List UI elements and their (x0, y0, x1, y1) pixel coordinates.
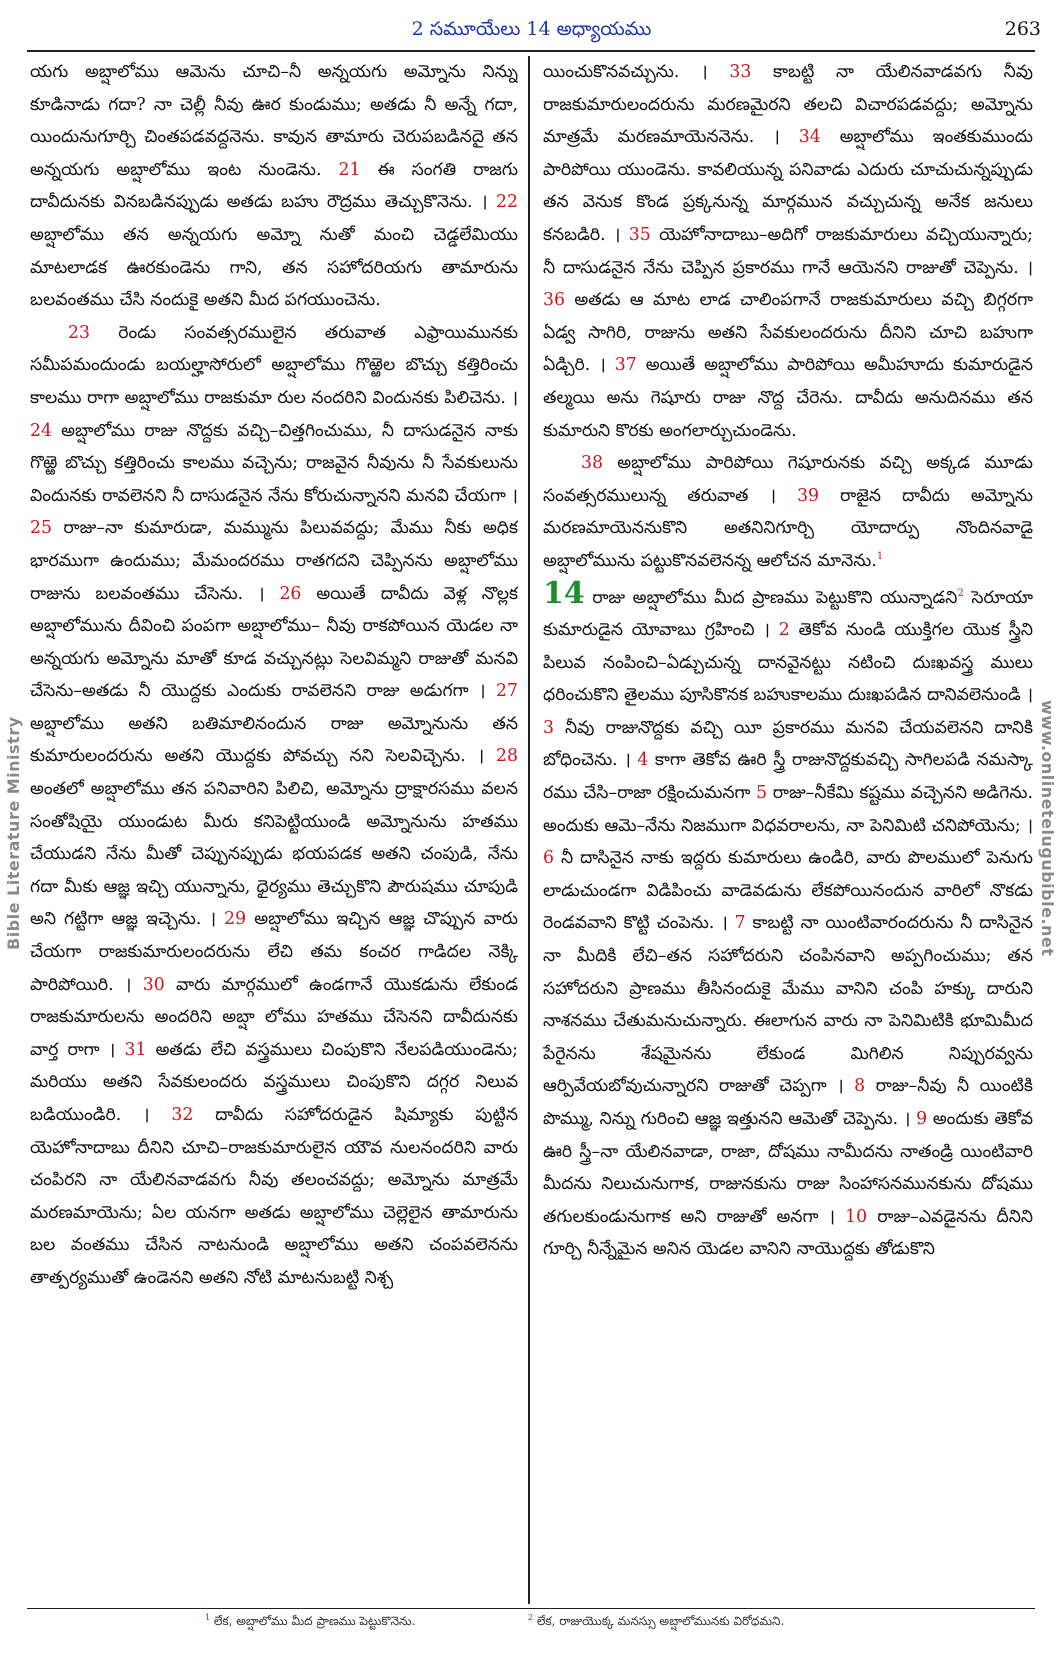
verse-number: 21 (338, 159, 361, 180)
verse-number: 33 (729, 62, 752, 82)
verse-number: 25 (30, 518, 52, 539)
verse-number: 28 (496, 746, 518, 767)
verse-number: 5 (756, 783, 768, 804)
verse-number: 7 (734, 913, 746, 934)
paragraph: 14 రాజు అబ్షాలోము మీద ప్రాణము పెట్టుకొని యున్నాడని$^2$ సెరూయా కుమారుడైన యోవాబు గ్రహించి । 2 తెకోవ నుండి యుక్తిగల యొక స్త్రీని పిలువ నంపించి–ఏడ్చుచున్న దానవైనట్టు నటించి దుఃఖవస్త్ర ములు ధరించుకొని తైలము పూసికొనక బహుకాలము దుఃఖపడిన దానివలెనుండి । 3 నీవు రాజునొద్దకు వచ్చి యీ ప్రకారము మనవి చేయవలెనని దానికి బోధించెను. । 4 కాగా తెకోవ ఊరి స్త్రీ రాజునొద్దకువచ్చి సాగిలపడి నమస్కా రము చేసి–రాజా రక్షించుమనగా 5 రాజు–నీకేమి కష్టము వచ్చెనని అడిగెను. అందుకు ఆమె–నేను నిజముగా విధవరాలను, నా పెనిమిటి చనిపోయెను; । 6 నీ దాసినైన నాకు ఇద్దరు కుమారులు ఉండిరి, వారు పొలములో పెనుగు లాడుచుండగా విడిపించు వాడెవడును లేకపోయినందున వారిలో నొకడు రెండవవాని కొట్టి చంపెను. । 7 కాబట్టి నా యింటివారందరును నీ దాసినైన నా మీదికి లేచి–తన సహోదరుని చంపినవాని అప్పగించుము; తన సహోదరుని ప్రాణము తీసినందుకై మేము వానిని చంపి హక్కు దారుని నాశనము చేతుమనుచున్నారు. ఈలాగున వారు నా పెనిమిటికి భూమిమీద పేరైనను శేషమైనను లేకుండ మిగిలిన నిప్పురవ్వను ఆర్పివేయబోవుచున్నారని రాజుతో చెప్పగా । 8 రాజు–నీవు నీ యింటికి పొమ్ము, నిన్ను గురించి ఆజ్ఞ ఇత్తునని ఆమెతో చెప్పెను. । 9 అందుకు తెకోవ ఊరి స్త్రీ–నా యేలినవాడా, రాజా, దోషము నామీదను నాతండ్రి యింటివారి మీదను నిలుచునుగాక, రాజునకును రాజు సింహాసనమునకును దోషము తగులకుండునుగాక అని రాజుతో అనగా । 10 రాజు–ఎవడైనను దీనిని గూర్చి నీన్నేమైన అనిన యెడల వానిని నాయొద్దకు తోడుకొని (543, 575, 1033, 1260)
verse-number: 2 (778, 620, 790, 641)
verse-number: 39 (797, 485, 820, 506)
paragraph: 38 అబ్షాలోము పారిపోయి గెషూరునకు వచ్చి అక్కడ మూడు సంవత్సరములున్న తరువాత । 39 రాజైన దావీదు అమ్నోను మరణమాయెననుకొని అతనినిగూర్చి యోదార్పు నొందినవాడై అబ్షాలోమును పట్టుకొనవలెనన్న ఆలోచన మానెను.$^1$ (543, 453, 1033, 571)
verse-number: 23 (68, 322, 90, 343)
running-title: 2 సమూయేలు 14 అధ్యాయము (411, 18, 652, 40)
page-number: 263 (1004, 18, 1041, 40)
verse-number: 9 (916, 1109, 928, 1129)
verse-number: 29 (224, 909, 247, 930)
header-rule (27, 50, 1035, 52)
right-margin-watermark (1037, 700, 1059, 960)
footnote-1: $^1$ లేక, అబ్షాలోము మీద ప్రాణము పెట్టుకొనెను. (205, 1613, 416, 1628)
verse-number: 3 (543, 717, 554, 738)
verse-number: 27 (496, 681, 518, 702)
footnote-rule (27, 1608, 1035, 1609)
left-margin-watermark (4, 690, 26, 950)
page-header (0, 0, 1063, 38)
paragraph: 23 రెండు సంవత్సరములైన తరువాత ఎఫ్రాయిమునకు సమీపమందుండు బయల్హాసోరులో అబ్షాలోము గొఱ్ఱెల బొచ్చు కత్తిరించు కాలము రాగా అబ్షాలోము రాజకుమా రుల నందరిని విందునకు పిలిచెను. । 24 అబ్షాలోము రాజు నొద్దకు వచ్చి–చిత్తగించుము, నీ దాసుడనైన నాకు గొఱ్ఱె బొచ్చు కత్తిరించు కాలము వచ్చెను; రాజవైన నీవును నీ సేవకులును విందునకు రావలెనని నీ దాసుడనైన నేను కోరుచున్నానని మనవి చేయగా । 25 రాజు–నా కుమారుడా, మమ్మును పిలువవద్దు; మేము నీకు అధిక భారముగా ఉందుము; మేమందరము రాతగదని చెప్పినను అబ్షాలోము రాజును బలవంతము చేసెను. । 26 అయితే దావీదు వెళ్ల నొల్లక అబ్షాలోమును దీవించి పంపగా అబ్షాలోము– నీవు రాకపోయిన యెడల నా అన్నయగు అమ్నోను మాతో కూడ వచ్చునట్లు సెలవిమ్మని రాజుతో మనవి చేసెను–అతడు నీ యొద్దకు ఎందుకు రావలెనని రాజు అడుగగా । 27 అబ్షాలోము అతని బతిమాలినందున రాజు అమ్నోనును తన కుమారులందరును అతని యొద్దకు పోవచ్చు నని సెలవిచ్చెను. । 28 అంతలో అబ్షాలోము తన పనివారిని పిలిచి, అమ్నోను ద్రాక్షారసము వలన సంతోషియై యుండుట మీరు కనిపెట్టియుండి అమ్నోనును హతము చేయుడని నేను మీతో చెప్పునప్పుడు భయపడక అతని చంపుడి, నేను గదా మీకు ఆజ్ఞ ఇచ్చి యున్నాను, ధైర్యము తెచ్చుకొని పౌరుషము చూపుడి అని గట్టిగా ఆజ్ఞ ఇచ్చెను. । 29 అబ్షాలోము ఇచ్చిన ఆజ్ఞ చొప్పున వారు చేయగా రాజకుమారులందరును లేచి తమ కంచర గాడిదల నెక్కి పారిపోయిరి. । 30 వారు మార్గములో ఉండగానే యొకడును లేకుండ రాజకుమారులను అందరిని అబ్షా లోము హతము చేసెనని దావీదునకు వార్త రాగా । 31 అతడు లేచి వస్త్రములు చింపుకొని నేలపడియుండెను; మరియు అతని సేవకులందరు వస్త్రములు చింపుకొని దగ్గర నిలువ బడియుండిరి. । 32 దావీదు సహోదరుడైన షిమ్యాకు పుట్టిన యెహోనాదాబు దీనిని చూచి–రాజకుమారులైన యౌవ నులనందరిని వారు చంపిరని నా యేలినవాడవగు నీవు తలంచవద్దు; అమ్నోను మాత్రమే మరణమాయెను; ఏల యనగా అతడు అబ్షాలోము చెల్లెలైన తామారును బల వంతము చేసిన నాటనుండి అబ్షాలోము అతని చంపవలెనను తాత్పర్యముతో ఉండెనని అతని నోటి మాటనుబట్టి నిశ్చ (30, 322, 518, 1288)
verse-number: 32 (171, 1105, 194, 1125)
verse-number: 35 (628, 224, 651, 245)
verse-number: 24 (30, 420, 52, 441)
left-text-column (30, 56, 518, 1606)
verse-number: 31 (124, 1039, 147, 1060)
verse-number: 36 (543, 290, 565, 311)
verse-number: 10 (845, 1206, 868, 1227)
verse-number: 22 (496, 192, 518, 213)
verse-number: 30 (142, 974, 165, 995)
verse-number: 26 (279, 583, 302, 604)
paragraph: యగు అబ్షాలోము ఆమెను చూచి–నీ అన్నయగు అమ్నోను నిన్ను కూడినాడు గదా? నా చెల్లీ నీవు ఊర కుండుము; అతడు నీ అన్నే గదా, యిందునుగూర్చి చింతపడవద్దనెను. కావున తామారు చెరుపబడినదై తన అన్నయగు అబ్షాలోము ఇంట నుండెను. 21 ఈ సంగతి రాజగు దావీదునకు వినబడినప్పుడు అతడు బహు రౌద్రము తెచ్చుకొనెను. । 22 అబ్షాలోము తన అన్నయగు అమ్నో నుతో మంచి చెడ్డలేమియు మాటలాడక ఊరకుండెను గాని, తన సహోదరియగు తామారును బలవంతము చేసి నందుకై అతని మీద పగయుంచెను. (30, 62, 518, 311)
verse-number: 8 (854, 1076, 866, 1097)
footnote-ref[interactable]: 2 (957, 587, 964, 599)
verse-number: 34 (798, 127, 821, 148)
footnote-marker: 2 (528, 1613, 534, 1622)
verse-number: 38 (581, 453, 603, 474)
paragraph: యించుకొనవచ్చును. । 33 కాబట్టి నా యేలినవాడవగు నీవు రాజకుమారులందరును మరణమైరని తలచి విచారపడవద్దు; అమ్నోను మాత్రమే మరణమాయెననెను. । 34 అబ్షాలోము ఇంతకుముందు పారిపోయి యుండెను. కావలియున్న పనివాడు ఎదురు చూచుచున్నప్పుడు తన వెనుక కొండ ప్రక్కనున్న మార్గమున వచ్చుచున్న అనేక జనులు కనబడిరి. । 35 యెహోనాదాబు–అదిగో రాజకుమారులు వచ్చియున్నారు; నీ దాసుడనైన నేను చెప్పిన ప్రకారము గానే ఆయెనని రాజుతో చెప్పెను. । 36 అతడు ఆ మాట లాడ చాలింపగానే రాజకుమారులు వచ్చి బిగ్గరగా ఏడ్వ సాగిరి, రాజును అతని సేవకులందరును దీనిని చూచి బహుగా ఏడ్చిరి. । 37 అయితే అబ్షాలోము పారిపోయి అమీహూదు కుమారుడైన తల్మయి అను గెషూరు రాజు నొద్ద చేరెను. దావీదు అనుదినము తన కుమారుని కొరకు అంగలార్చుచుండెను. (543, 62, 1033, 441)
right-text-column (543, 56, 1033, 1606)
verse-number: 37 (614, 355, 637, 376)
footnote-ref[interactable]: 1 (876, 551, 884, 563)
chapter-number: 14 (543, 575, 585, 611)
verse-number: 4 (637, 750, 649, 771)
verse-number: 6 (543, 848, 554, 869)
footnote-2: $^2$ లేక, రాజుయొక్క మనస్సు అబ్షాలోమునకు విరోధమని. (528, 1613, 785, 1628)
ministry-watermark-text: Bible Literature Ministry (4, 716, 23, 950)
footnote-marker: 1 (205, 1613, 211, 1622)
column-divider (528, 56, 532, 1604)
website-watermark-text: www.onlinetelugubible.net (1038, 700, 1057, 957)
